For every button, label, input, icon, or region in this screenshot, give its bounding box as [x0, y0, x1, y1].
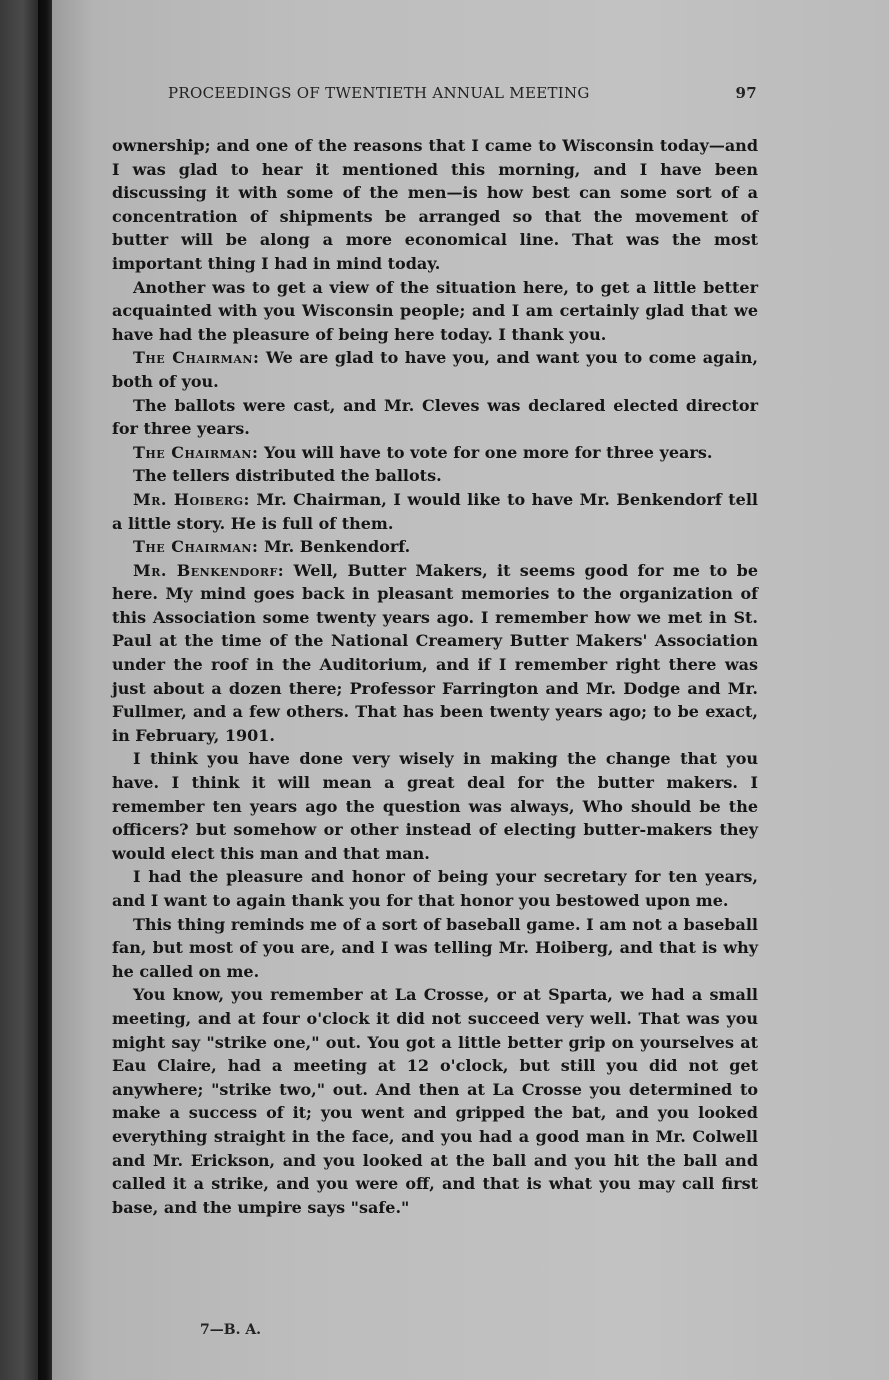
speaker-label: The Chairman: [133, 442, 259, 462]
paragraph-text: Mr. Chairman, I would like to have Mr. Benkendorf tell a little story. He is full of them. [112, 489, 758, 533]
paragraph [112, 394, 758, 441]
paragraph [112, 865, 758, 912]
paragraph-text: You know, you remember at La Crosse, or at Sparta, we had a small meeting, and at four o'clock it did not succeed very well. That was you might say "strike one," out. You got a little better grip on yourselves at Eau Claire, had a meeting at 12 o'clock, but still you did not get anywhere; "strike two," out. And then at La Crosse you determined to make a success of it; you went and gripped the bat, and you looked everything straight in the face, and you had a good man in Mr. Colwell and Mr. Erickson, and you looked at the ball and you hit the ball and called it a strike, and you were off, and that is what you may call first base, and the umpire says "safe." [112, 985, 758, 1217]
speaker-label: Mr. Benkendorf: [133, 560, 285, 580]
paragraph-text: Mr. Benkendorf. [263, 537, 411, 557]
paragraph [112, 983, 758, 1219]
speaker-label: Mr. Hoiberg: [133, 489, 250, 509]
running-title: PROCEEDINGS OF TWENTIETH ANNUAL MEETING [168, 84, 590, 102]
paragraph [112, 276, 758, 347]
paragraph-text: You will have to vote for one more for three years. [263, 442, 713, 462]
book-binding [0, 0, 38, 1380]
paragraph-text: The ballots were cast, and Mr. Cleves was declared elected director for three years. [112, 395, 758, 439]
running-header [112, 84, 757, 108]
page-number: 97 [735, 84, 757, 102]
paragraph-text: I had the pleasure and honor of being your secretary for ten years, and I want to again thank you for that honor you bestowed upon me. [112, 867, 758, 910]
signature-mark: 7—B. A. [200, 1322, 262, 1338]
paragraph [112, 134, 758, 276]
spine-shadow [38, 0, 52, 1380]
paragraph [112, 535, 758, 559]
paragraph [112, 488, 758, 535]
speaker-label: The Chairman: [133, 348, 260, 368]
paragraph-text: Well, Butter Makers, it seems good for me to be here. My mind goes back in pleasant memories to the organization of this Association some twenty years ago. I remember how we met in St. Paul at the time of the National Creamery Butter Makers' Association under the roof in the Auditorium, and if I remember right there was just about a dozen there; Professor Farrington and Mr. Dodge and Mr. Fullmer, and a few others. That has been twenty years ago; to be exact, in February, 1901. [112, 560, 759, 745]
paragraph [112, 464, 758, 488]
paragraph [112, 559, 758, 748]
paragraph-text: Another was to get a view of the situation here, to get a little better acquainted with you Wisconsin people; and I am certainly glad that we have had the pleasure of being here today. I thank you. [112, 277, 758, 344]
paragraph [112, 913, 758, 984]
paragraph [112, 346, 758, 393]
speaker-label: The Chairman: [133, 537, 259, 557]
paragraph-text: This thing reminds me of a sort of baseball game. I am not a baseball fan, but most of you are, and I was telling Mr. Hoiberg, and that is why he called on me. [112, 914, 758, 981]
paragraph-text: ownership; and one of the reasons that I came to Wisconsin today—and I was glad to hear it mentioned this morning, and I have been discussing it with some of the men—is how best can some sort of a concentration of shipments be arranged so that the movement of butter will be along a more economical line. That was the most important thing I had in mind today. [112, 136, 758, 273]
body-text [112, 134, 758, 1219]
paragraph [112, 441, 758, 465]
paragraph-text: We are glad to have you, and want you to come again, both of you. [112, 348, 758, 391]
paragraph [112, 747, 758, 865]
paragraph-text: I think you have done very wisely in making the change that you have. I think it will mean a great deal for the butter makers. I remember ten years ago the question was always, Who should be the officers? but somehow or other instead of electing butter-makers they would elect this man and that man. [112, 749, 758, 863]
paragraph-text: The tellers distributed the ballots. [133, 466, 442, 486]
